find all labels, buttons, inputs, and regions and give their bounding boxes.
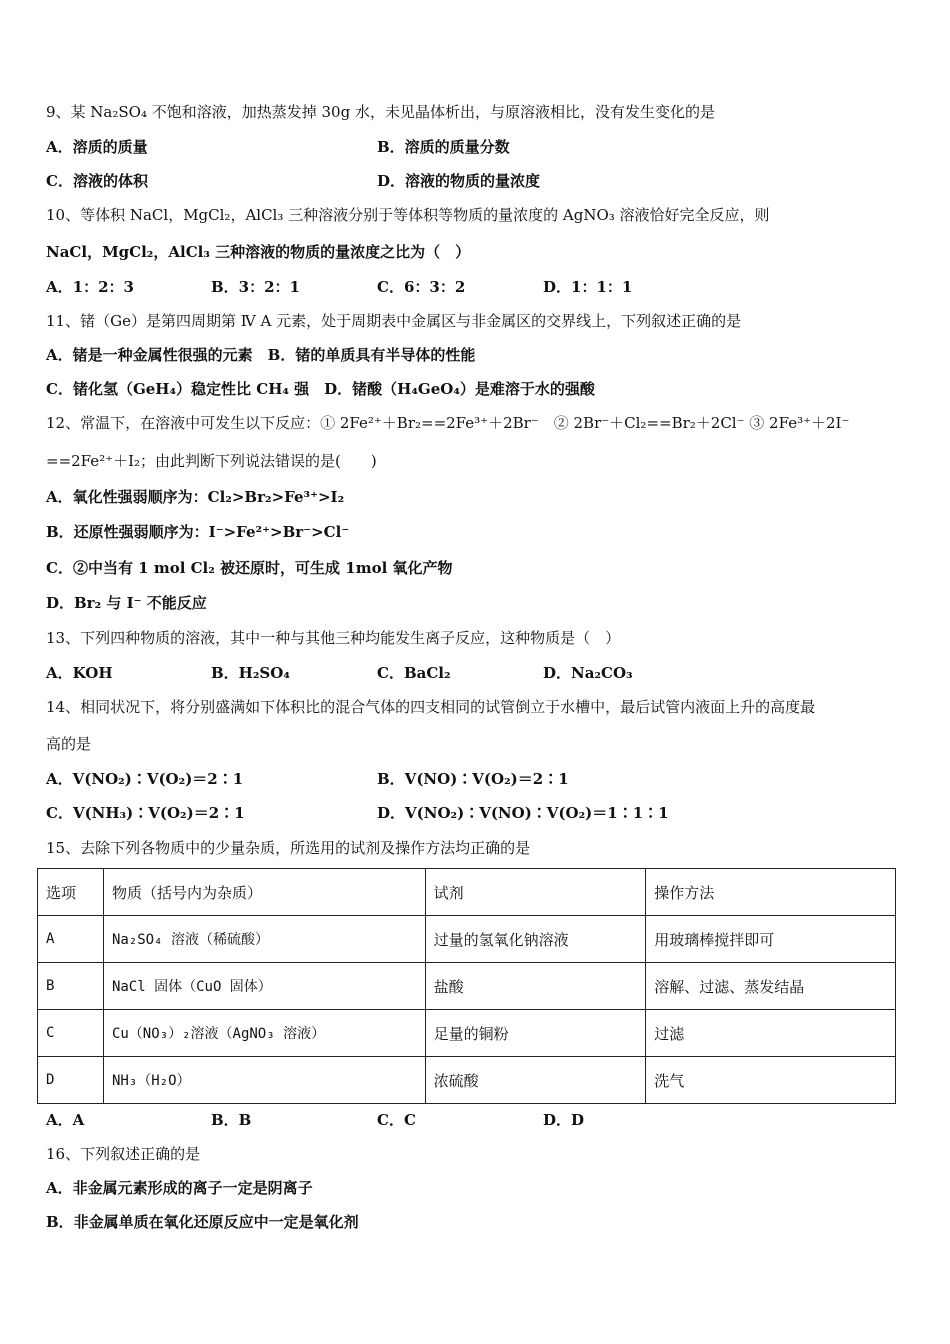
q12-option-b: B．还原性强弱顺序为：I⁻>Fe²⁺>Br⁻>Cl⁻ (46, 523, 350, 541)
table-cell: A (38, 916, 104, 963)
q14-option-a: A．V(NO₂)∶V(O₂)＝2∶1 (46, 770, 244, 788)
q12-stem-line2: ==2Fe²⁺＋I₂；由此判断下列说法错误的是( ) (46, 452, 377, 470)
table-cell: 过量的氢氧化钠溶液 (425, 916, 646, 963)
table-cell: 足量的铜粉 (425, 1010, 646, 1057)
table-cell: 用玻璃棒搅拌即可 (646, 916, 896, 963)
q12-option-d: D．Br₂ 与 I⁻ 不能反应 (46, 594, 207, 612)
q10-stem-line2: NaCl，MgCl₂，AlCl₃ 三种溶液的物质的量浓度之比为（ ） (46, 243, 471, 261)
q12-option-a: A．氧化性强弱顺序为：Cl₂>Br₂>Fe³⁺>I₂ (46, 488, 345, 506)
table-row (38, 1057, 896, 1104)
q9-option-d: D．溶液的物质的量浓度 (377, 172, 541, 190)
q10-option-a: A．1：2：3 (46, 278, 134, 296)
q13-option-c: C．BaCl₂ (377, 664, 451, 682)
q11-options-cd: C．锗化氢（GeH₄）稳定性比 CH₄ 强 D．锗酸（H₄GeO₄）是难溶于水的强酸 (46, 380, 595, 398)
table-header-cell: 物质（括号内为杂质） (103, 869, 425, 916)
q9-stem: 9、某 Na₂SO₄ 不饱和溶液，加热蒸发掉 30g 水，未见晶体析出，与原溶液相比，没有发生变化的是 (46, 103, 715, 121)
q11-stem: 11、锗（Ge）是第四周期第 Ⅳ A 元素，处于周期表中金属区与非金属区的交界线上，下列叙述正确的是 (46, 312, 742, 330)
table-cell: C (38, 1010, 104, 1057)
q11-options-ab: A．锗是一种金属性很强的元素 B．锗的单质具有半导体的性能 (46, 346, 476, 364)
table-cell: 溶解、过滤、蒸发结晶 (646, 963, 896, 1010)
q10-stem-line1: 10、等体积 NaCl，MgCl₂，AlCl₃ 三种溶液分别于等体积等物质的量浓度的 AgNO₃ 溶液恰好完全反应，则 (46, 206, 770, 224)
q13-option-a: A．KOH (46, 664, 113, 682)
table-cell: NaCl 固体（CuO 固体） (103, 963, 425, 1010)
q14-stem-line2: 高的是 (46, 735, 92, 753)
table-cell: Na₂SO₄ 溶液（稀硫酸） (103, 916, 425, 963)
table-cell: 过滤 (646, 1010, 896, 1057)
q15-stem: 15、去除下列各物质中的少量杂质，所选用的试剂及操作方法均正确的是 (46, 839, 531, 857)
q15-option-b: B．B (211, 1111, 252, 1129)
q14-stem-line1: 14、相同状况下，将分别盛满如下体积比的混合气体的四支相同的试管倒立于水槽中，最后试管内液面上升的高度最 (46, 698, 816, 716)
q9-option-c: C．溶液的体积 (46, 172, 148, 190)
q12-option-c: C．②中当有 1 mol Cl₂ 被还原时，可生成 1mol 氧化产物 (46, 559, 453, 577)
q14-option-c: C．V(NH₃)∶V(O₂)＝2∶1 (46, 804, 245, 822)
q14-option-d: D．V(NO₂)∶V(NO)∶V(O₂)＝1∶1∶1 (377, 804, 669, 822)
table-header-cell: 试剂 (425, 869, 646, 916)
q12-stem-line1: 12、常温下，在溶液中可发生以下反应：① 2Fe²⁺＋Br₂==2Fe³⁺＋2Br⁻ ② 2Br⁻＋Cl₂==Br₂＋2Cl⁻ ③ 2Fe³⁺＋2I⁻ (46, 414, 850, 432)
q10-option-b: B．3：2：1 (211, 278, 300, 296)
q13-option-b: B．H₂SO₄ (211, 664, 290, 682)
q15-option-d: D．D (543, 1111, 585, 1129)
q16-option-a: A．非金属元素形成的离子一定是阴离子 (46, 1179, 313, 1197)
q16-option-b: B．非金属单质在氧化还原反应中一定是氧化剂 (46, 1213, 359, 1231)
table-header-cell: 操作方法 (646, 869, 896, 916)
q15-option-a: A．A (46, 1111, 85, 1129)
table-cell: 浓硫酸 (425, 1057, 646, 1104)
table-row (38, 916, 896, 963)
q13-stem: 13、下列四种物质的溶液，其中一种与其他三种均能发生离子反应，这种物质是（ ） (46, 629, 621, 647)
q15-option-c: C．C (377, 1111, 416, 1129)
table-cell: B (38, 963, 104, 1010)
q9-option-b: B．溶质的质量分数 (377, 138, 510, 156)
table-cell: D (38, 1057, 104, 1104)
table-cell: Cu（NO₃）₂溶液（AgNO₃ 溶液） (103, 1010, 425, 1057)
table-cell: 盐酸 (425, 963, 646, 1010)
q10-option-c: C．6：3：2 (377, 278, 466, 296)
q13-option-d: D．Na₂CO₃ (543, 664, 633, 682)
table-cell: NH₃（H₂O） (103, 1057, 425, 1104)
q9-option-a: A．溶质的质量 (46, 138, 148, 156)
table-header-row (38, 869, 896, 916)
table-cell: 洗气 (646, 1057, 896, 1104)
table-row (38, 1010, 896, 1057)
q14-option-b: B．V(NO)∶V(O₂)＝2∶1 (377, 770, 569, 788)
table-row (38, 963, 896, 1010)
q10-option-d: D．1：1：1 (543, 278, 633, 296)
q16-stem: 16、下列叙述正确的是 (46, 1145, 201, 1163)
impurity-table (37, 868, 896, 1104)
table-header-cell: 选项 (38, 869, 104, 916)
